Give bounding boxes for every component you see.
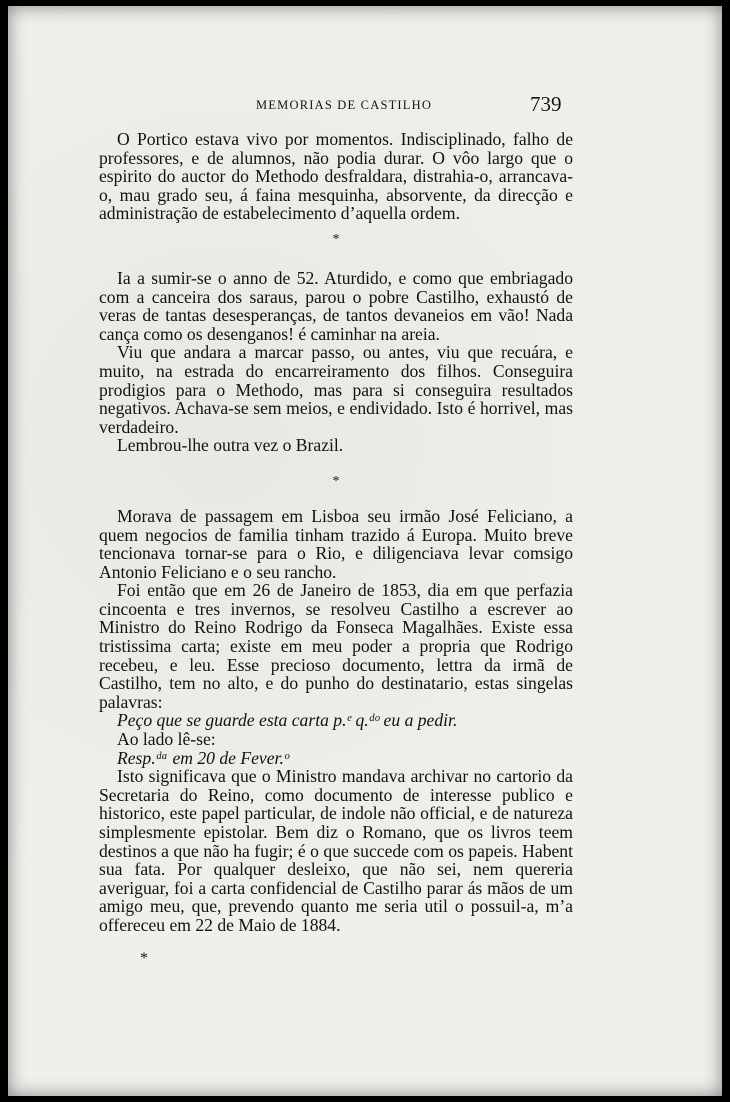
paragraph-carta: Foi então que em 26 de Janeiro de 1853, dia em que perfazia cincoenta e tres invernos, se resolveu Castilho a escrever ao Ministro do Reino Rodrigo da Fonseca Magalhães. Existe essa tristissima carta; existe em meu poder a propria que Rodrigo recebeu, e leu. Esse precioso documento, lettra da irmã de Castilho, tem no alto, e do punho do destinatario, estas singelas palavras: xyxy=(99,580,573,712)
paragraph-portico: O Portico estava vivo por momentos. Indisciplinado, falho de professores, e de alumnos, não podia durar. O vôo largo que o espirito do auctor do Methodo desfraldara, distrahia-o, arrancava-o, mau grado seu, á faina mesquinha, absorvente, da direcção e administração de estabelecimento d’aquella ordem. xyxy=(99,129,573,224)
running-title: MEMORIAS DE CASTILHO xyxy=(256,98,433,112)
page-number: 739 xyxy=(530,92,562,116)
body-text xyxy=(99,130,573,935)
section-separator: * xyxy=(332,473,340,489)
paragraph-significava: Isto significava que o Ministro mandava archivar no cartorio da Secretaria do Reino, como documento de interesse publico e historico, este papel particular, de indole não official, e de natureza simplesmente epistolar. Bem diz o Romano, que os livros teem destinos a que não ha fugir; é o que succede com os papeis. Habent sua fata. Por qualquer desleixo, que não sei, nem quereria averiguar, foi a carta confidencial de Castilho parar ás mãos de um amigo meu, que, prevendo quanto me seria util o possuil-a, m’a offereceu em 22 de Maio de 1884. xyxy=(99,766,573,935)
paragraph-brazil: Lembrou-lhe outra vez o Brazil. xyxy=(117,435,344,456)
quote-annotation: Peço que se guarde esta carta p.ᵉ q.ᵈᵒ eu a pedir. xyxy=(117,710,458,731)
quote-resposta: Resp.ᵈᵃ em 20 de Fever.ᵒ xyxy=(117,747,289,768)
paragraph-ao-lado: Ao lado lê-se: xyxy=(117,729,216,750)
page-header xyxy=(110,92,610,122)
paragraph-jose-feliciano: Morava de passagem em Lisboa seu irmão José Feliciano, a quem negocios de familia tinham trazido á Europa. Muito breve tencionava tornar-se para o Rio, e diligenciava levar comsigo Antonio Feliciano e o seu rancho. xyxy=(99,505,573,582)
section-separator: * xyxy=(332,231,340,247)
section-separator: * xyxy=(140,950,148,967)
paragraph-marcar-passo: Viu que andara a marcar passo, ou antes, viu que recuára, e muito, na estrada do encarreiramento dos filhos. Conseguira prodigios para o Methodo, mas para si conseguira resultados negativos. Achava-se sem meios, e endividado. Isto é horrivel, mas verdadeiro. xyxy=(99,342,573,437)
paragraph-anno-52: Ia a sumir-se o anno de 52. Aturdido, e como que embriagado com a canceira dos saraus, parou o pobre Castilho, exhaustó de veras de tantas desesperanças, de tantos devaneios em vão! Nada cança como os desenganos! é caminhar na areia. xyxy=(99,267,573,344)
